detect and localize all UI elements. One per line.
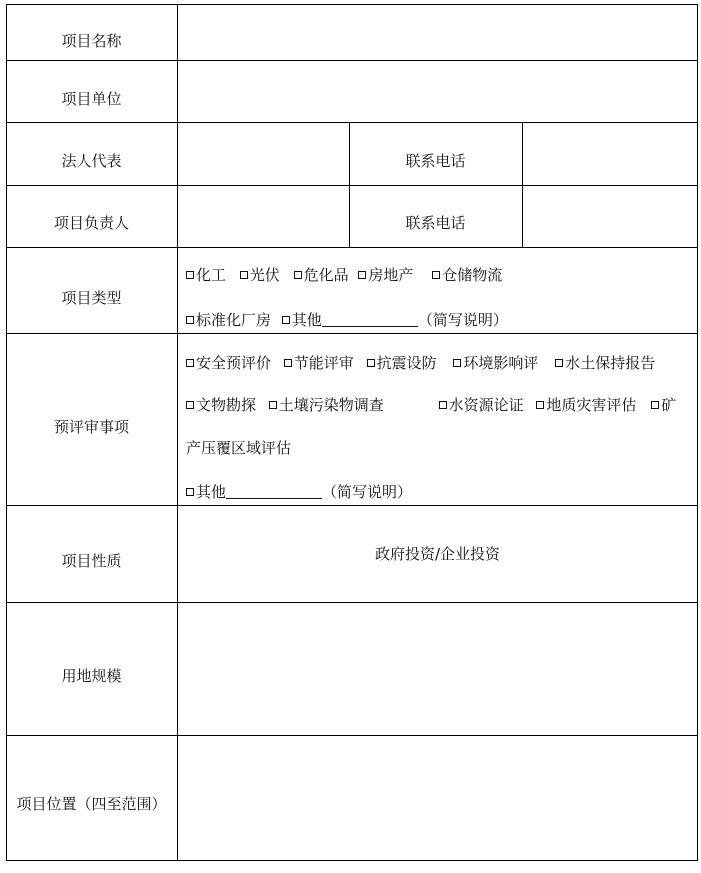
pre-review-options-line4 xyxy=(186,484,412,500)
option-other[interactable]: 其他 xyxy=(282,313,322,328)
checkbox-icon xyxy=(186,488,194,496)
other-description-blank[interactable] xyxy=(322,312,418,327)
option-mineral-overlay[interactable]: 矿 xyxy=(651,398,676,413)
checkbox-icon xyxy=(651,401,659,409)
option-cultural-relics[interactable]: 文物勘探 xyxy=(186,398,256,413)
project-nature-value: 政府投资/企业投资 xyxy=(374,544,501,563)
pre-review-options-line2 xyxy=(186,398,676,413)
option-environmental-impact[interactable]: 环境影响评 xyxy=(453,356,538,371)
option-real-estate[interactable]: 房地产 xyxy=(358,268,413,283)
legal-rep-phone-field[interactable] xyxy=(523,123,697,185)
project-type-options-line1 xyxy=(186,268,502,283)
option-chemical[interactable]: 化工 xyxy=(186,268,226,283)
label-contact-phone: 联系电话 xyxy=(405,213,466,232)
pre-review-options-line1 xyxy=(186,356,655,371)
option-other[interactable]: 其他 xyxy=(186,485,226,500)
legal-representative-field[interactable] xyxy=(178,123,349,185)
project-name-field[interactable] xyxy=(178,5,697,60)
checkbox-icon xyxy=(555,359,563,367)
checkbox-icon xyxy=(282,316,290,324)
pre-review-options-line3: 产压覆区域评估 xyxy=(186,439,292,457)
option-soil-pollution[interactable]: 土壤污染物调查 xyxy=(269,398,384,413)
brief-note: （简写说明） xyxy=(417,311,508,329)
project-location-field[interactable] xyxy=(178,736,697,860)
brief-note: （简写说明） xyxy=(322,483,413,501)
project-lead-field[interactable] xyxy=(178,186,349,247)
checkbox-icon xyxy=(453,359,461,367)
label-land-scale: 用地规模 xyxy=(61,667,122,685)
project-unit-field[interactable] xyxy=(178,61,697,122)
checkbox-icon xyxy=(367,359,375,367)
project-lead-phone-field[interactable] xyxy=(523,186,697,247)
checkbox-icon xyxy=(269,401,277,409)
option-seismic-fortification[interactable]: 抗震设防 xyxy=(367,356,437,371)
checkbox-icon xyxy=(240,271,248,279)
option-photovoltaic[interactable]: 光伏 xyxy=(240,268,280,283)
checkbox-icon xyxy=(186,401,194,409)
label-project-name: 项目名称 xyxy=(61,31,122,50)
checkbox-icon xyxy=(186,271,194,279)
label-project-lead: 项目负责人 xyxy=(53,213,129,232)
option-geological-hazard[interactable]: 地质灾害评估 xyxy=(536,398,636,413)
checkbox-icon xyxy=(536,401,544,409)
option-safety-pre-evaluation[interactable]: 安全预评价 xyxy=(186,356,271,371)
option-standard-factory[interactable]: 标准化厂房 xyxy=(186,313,271,328)
option-warehousing-logistics[interactable]: 仓储物流 xyxy=(432,268,502,283)
label-project-nature: 项目性质 xyxy=(61,551,122,570)
checkbox-icon xyxy=(284,359,292,367)
option-energy-review[interactable]: 节能评审 xyxy=(284,356,354,371)
checkbox-icon xyxy=(186,316,194,324)
option-soil-water-conservation[interactable]: 水土保持报告 xyxy=(555,356,655,371)
checkbox-icon xyxy=(186,359,194,367)
land-scale-field[interactable] xyxy=(178,603,697,735)
checkbox-icon xyxy=(358,271,366,279)
checkbox-icon xyxy=(432,271,440,279)
project-type-options-line2 xyxy=(186,312,508,328)
label-legal-representative: 法人代表 xyxy=(61,151,122,170)
checkbox-icon xyxy=(439,401,447,409)
label-project-type: 项目类型 xyxy=(61,288,122,307)
other-description-blank[interactable] xyxy=(226,484,322,499)
option-water-resources[interactable]: 水资源论证 xyxy=(439,398,524,413)
label-project-unit: 项目单位 xyxy=(61,89,122,108)
label-contact-phone: 联系电话 xyxy=(405,151,466,170)
checkbox-icon xyxy=(294,271,302,279)
option-hazardous-chemicals[interactable]: 危化品 xyxy=(294,268,349,283)
label-pre-review-items: 预评审事项 xyxy=(53,417,129,436)
label-project-location: 项目位置（四至范围） xyxy=(16,794,167,813)
